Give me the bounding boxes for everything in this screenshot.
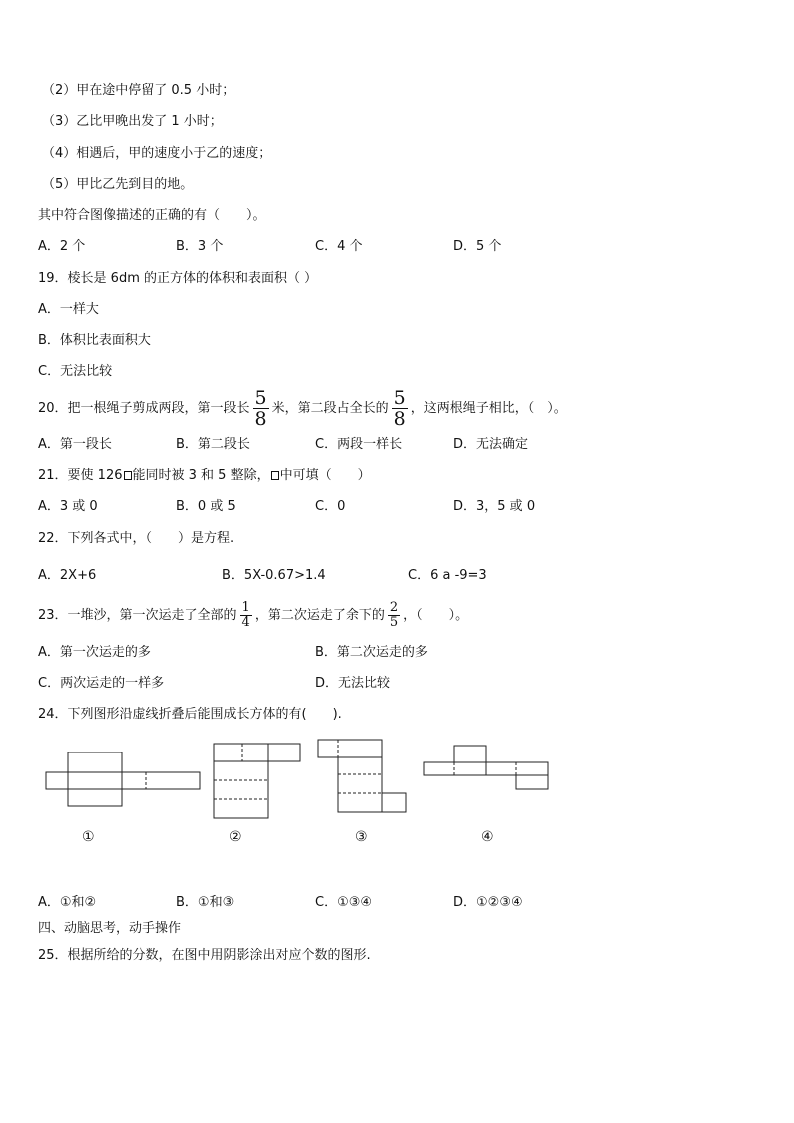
net-label-4: ④ [481, 829, 494, 845]
q23-text-b: ，第二次运走了余下的 [254, 608, 385, 623]
q21-text-c: 中可填（ ） [279, 468, 371, 483]
q23-fraction-1 [240, 601, 252, 630]
q20-fraction-2-den: 8 [393, 408, 406, 430]
q24-option-c: C．①③④ [315, 895, 373, 910]
q20-fraction-1-den: 8 [254, 408, 267, 430]
net-diagram-3 [316, 738, 410, 814]
q23-fraction-2-num: 2 [389, 600, 399, 615]
statement-4: （4）相遇后，甲的速度小于乙的速度； [42, 146, 272, 161]
q23-fraction-1-den: 4 [241, 615, 250, 630]
q19-option-c: C．无法比较 [38, 364, 113, 379]
blank-box [124, 471, 132, 480]
q23-fraction-2 [388, 601, 400, 630]
q23-fraction-2-den: 5 [389, 615, 399, 630]
q24-option-d: D．①②③④ [453, 895, 523, 910]
q20-stem [38, 388, 567, 429]
q22-option-c: C．6 a -9=3 [408, 568, 487, 583]
q18-stem: 其中符合图像描述的正确的有（ ）。 [38, 208, 266, 223]
q23-option-c: C．两次运走的一样多 [38, 676, 165, 691]
net-label-1: ① [82, 829, 95, 845]
q21-stem [38, 467, 371, 485]
q18-option-c: C．4 个 [315, 239, 363, 254]
statement-5: （5）甲比乙先到目的地。 [42, 177, 194, 192]
q24-option-a: A．①和② [38, 895, 97, 910]
section-4-heading: 四、动脑思考，动手操作 [38, 921, 182, 936]
q20-text-c: ，这两根绳子相比，（ ）。 [410, 401, 567, 416]
q24-option-b: B．①和③ [176, 895, 235, 910]
q21-text-a: 21．要使 126 [38, 468, 123, 483]
q23-option-d: D．无法比较 [315, 676, 391, 691]
q20-fraction-2 [392, 388, 408, 429]
q20-option-b: B．第二段长 [176, 437, 250, 452]
q24-stem: 24．下列图形沿虚线折叠后能围成长方体的有( ). [38, 707, 342, 722]
q21-text-b: 能同时被 3 和 5 整除， [132, 468, 270, 483]
statement-2: （2）甲在途中停留了 0.5 小时； [42, 83, 236, 98]
q21-option-a: A．3 或 0 [38, 499, 98, 514]
net-diagram-1 [44, 752, 202, 810]
q23-fraction-1-num: 1 [241, 600, 250, 615]
q20-text-a: 20．把一根绳子剪成两段，第一段长 [38, 401, 250, 416]
q21-option-c: C．0 [315, 499, 346, 514]
q20-fraction-1-num: 5 [254, 387, 267, 409]
q23-option-b: B．第二次运走的多 [315, 645, 428, 660]
q23-option-a: A．第一次运走的多 [38, 645, 151, 660]
q20-option-c: C．两段一样长 [315, 437, 403, 452]
net-label-2: ② [229, 829, 242, 845]
q21-option-d: D．3，5 或 0 [453, 499, 536, 514]
statement-3: （3）乙比甲晚出发了 1 小时； [42, 114, 223, 129]
net-label-3: ③ [355, 829, 368, 845]
q22-option-b: B．5X-0.67>1.4 [222, 568, 326, 583]
q23-stem [38, 598, 468, 634]
net-diagram-2 [212, 742, 304, 820]
q18-option-b: B．3 个 [176, 239, 224, 254]
q18-option-d: D．5 个 [453, 239, 502, 254]
net-diagram-4 [422, 744, 552, 792]
q23-text-c: ，（ ）。 [403, 608, 469, 623]
q18-option-a: A．2 个 [38, 239, 86, 254]
q21-option-b: B．0 或 5 [176, 499, 236, 514]
q22-option-a: A．2X+6 [38, 568, 97, 583]
q20-option-a: A．第一段长 [38, 437, 112, 452]
q23-text-a: 23．一堆沙，第一次运走了全部的 [38, 608, 237, 623]
q25-stem: 25．根据所给的分数，在图中用阴影涂出对应个数的图形. [38, 948, 371, 963]
q19-option-a: A．一样大 [38, 302, 99, 317]
q20-fraction-2-num: 5 [393, 387, 406, 409]
q20-fraction-1 [253, 388, 269, 429]
blank-box [271, 471, 279, 480]
q20-option-d: D．无法确定 [453, 437, 529, 452]
q22-stem: 22．下列各式中，（ ）是方程. [38, 531, 235, 546]
q19-option-b: B．体积比表面积大 [38, 333, 151, 348]
q20-text-b: 米，第二段占全长的 [271, 401, 389, 416]
q19-stem: 19．棱长是 6dm 的正方体的体积和表面积（ ） [38, 271, 318, 286]
